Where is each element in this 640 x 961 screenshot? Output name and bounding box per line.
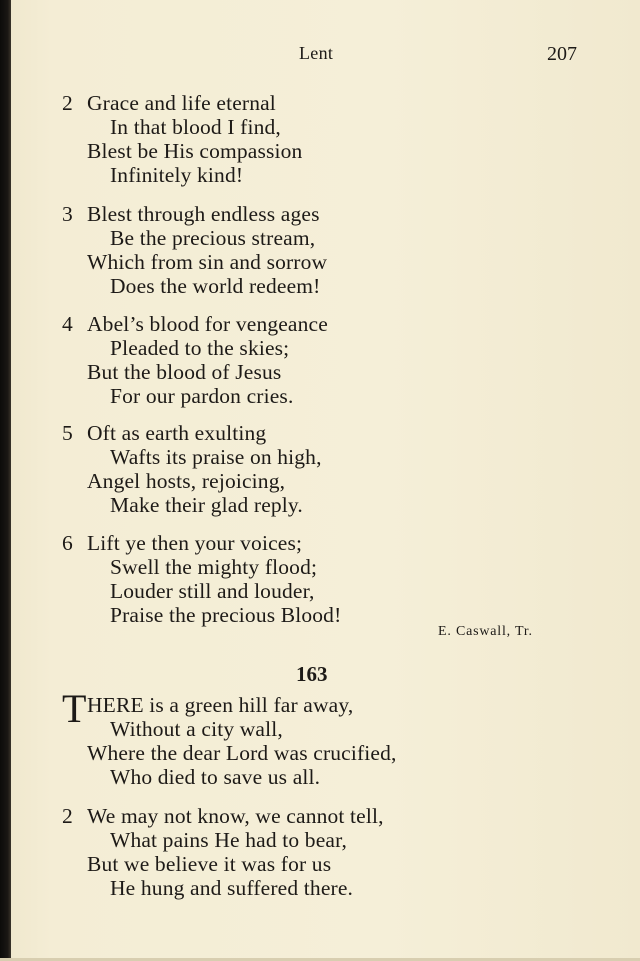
page-number: 207 xyxy=(547,43,577,65)
verse-number: 3 xyxy=(62,202,73,226)
verse-line: Pleaded to the skies; xyxy=(110,336,290,360)
verse-3 xyxy=(62,202,327,298)
verse-4 xyxy=(62,312,328,408)
verse-line: What pains He had to bear, xyxy=(110,828,348,852)
verse-number: 4 xyxy=(62,312,73,336)
verse-line: Louder still and louder, xyxy=(110,579,315,603)
verse-line: In that blood I find, xyxy=(110,115,281,139)
verse-line: 3 Blest through endless ages xyxy=(62,202,320,226)
verse-line: Who died to save us all. xyxy=(110,765,321,789)
verse-line: Swell the mighty flood; xyxy=(110,555,318,579)
verse-line: 2 We may not know, we cannot tell, xyxy=(62,804,384,828)
hymn-number: 163 xyxy=(296,662,328,686)
book-binding-edge xyxy=(0,0,11,961)
section-title: Lent xyxy=(299,43,334,63)
running-head xyxy=(0,43,640,69)
attribution: E. Caswall, Tr. xyxy=(438,624,533,639)
verse-number: 5 xyxy=(62,421,73,445)
verse-line: He hung and suffered there. xyxy=(110,876,354,900)
verse-5 xyxy=(62,421,322,517)
drop-cap: T xyxy=(62,686,87,731)
hymn-163-verse-2 xyxy=(62,804,384,900)
verse-6 xyxy=(62,531,341,627)
verse-number: 2 xyxy=(62,804,73,828)
verse-line: Praise the precious Blood! xyxy=(110,603,342,627)
verse-line: Without a city wall, xyxy=(110,717,283,741)
verse-line: Infinitely kind! xyxy=(110,163,244,187)
verse-line: Angel hosts, rejoicing, xyxy=(87,469,286,493)
verse-line: Where the dear Lord was crucified, xyxy=(87,741,397,765)
verse-line: Blest be His compassion xyxy=(87,139,303,163)
verse-line: For our pardon cries. xyxy=(110,384,294,408)
verse-line: 2 Grace and life eternal xyxy=(62,91,276,115)
verse-line: 5 Oft as earth exulting xyxy=(62,421,267,445)
verse-line: 6 Lift ye then your voices; xyxy=(62,531,303,555)
verse-line: 4 Abel’s blood for vengeance xyxy=(62,312,328,336)
verse-line: Does the world redeem! xyxy=(110,274,321,298)
verse-line: Wafts its praise on high, xyxy=(110,445,322,469)
verse-number: 2 xyxy=(62,91,73,115)
verse-line: HERE is a green hill far away, xyxy=(87,693,354,717)
verse-line: But the blood of Jesus xyxy=(87,360,282,384)
verse-line: Make their glad reply. xyxy=(110,493,303,517)
hymn-163-verse-1 xyxy=(62,693,397,789)
verse-line: But we believe it was for us xyxy=(87,852,332,876)
verse-number: 6 xyxy=(62,531,73,555)
verse-line: Be the precious stream, xyxy=(110,226,316,250)
verse-line: Which from sin and sorrow xyxy=(87,250,328,274)
verse-2 xyxy=(62,91,302,187)
